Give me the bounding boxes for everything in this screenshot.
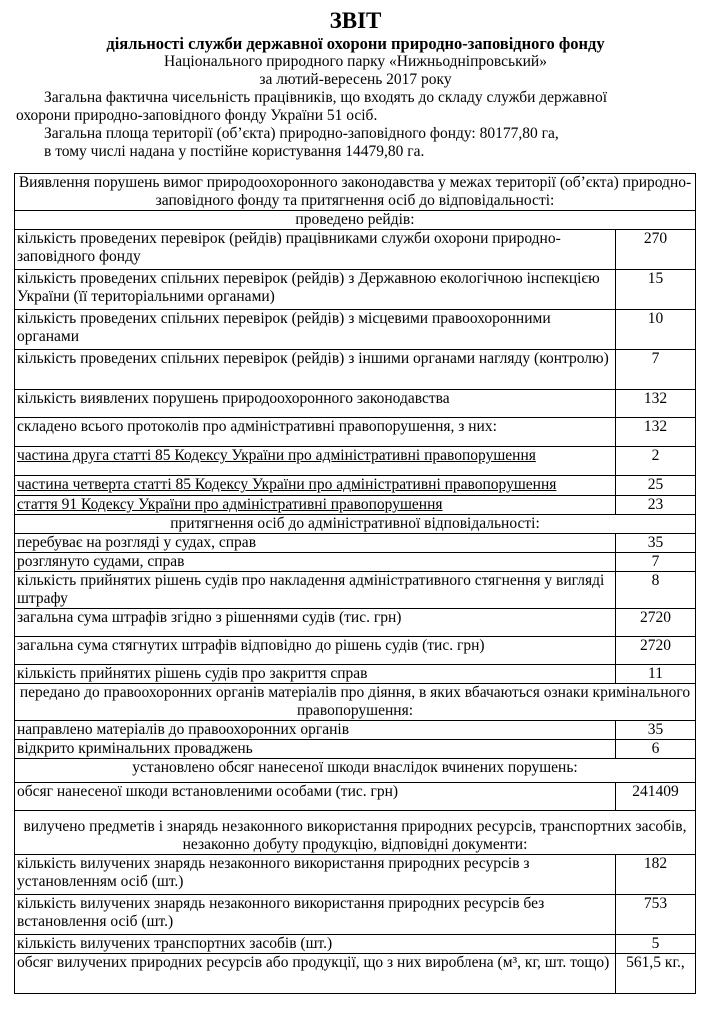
- table-row: [15, 418, 696, 447]
- row-value: 25: [615, 476, 695, 496]
- table-row: [15, 496, 696, 515]
- table-row: [15, 310, 696, 350]
- table-row: [15, 665, 696, 684]
- row-label: кількість проведених спільних перевірок (рейдів) з місцевими правоохоронними органами: [15, 310, 616, 350]
- row-value: 23: [615, 496, 695, 515]
- table-row: [15, 783, 696, 811]
- row-label: перебуває на розгляді у судах, справ: [15, 534, 616, 553]
- row-label: загальна сума штрафів згідно з рішеннями судів (тис. грн): [15, 609, 616, 637]
- row-value: 270: [615, 230, 695, 270]
- row-value: 2: [615, 447, 695, 476]
- report-table: [14, 173, 696, 994]
- row-value: 8: [615, 572, 695, 609]
- row-value: 182: [615, 855, 695, 895]
- row-value: 35: [615, 721, 695, 740]
- staff-count-paragraph: [0, 89, 711, 125]
- table-row: [15, 935, 696, 954]
- row-value: 11: [615, 665, 695, 684]
- table-row: [15, 230, 696, 270]
- area-line-1: Загальна площа території (об’єкта) природно-заповідного фонду: 80177,80 га,: [44, 125, 559, 142]
- row-value: 132: [615, 418, 695, 447]
- staff-line-2: охорони природно-заповідного фонду України 51 осіб.: [16, 107, 378, 124]
- row-label: кількість вилучених знарядь незаконного використання природних ресурсів з установленням осіб (шт.): [15, 855, 616, 895]
- section-header: [15, 515, 696, 534]
- row-value: 6: [615, 740, 695, 759]
- table-row: [15, 390, 696, 418]
- section-damage: установлено обсяг нанесеної шкоди внаслідок вчинених порушень:: [15, 759, 696, 783]
- report-period: за лютий-вересень 2017 року: [259, 71, 452, 88]
- section-criminal-materials: передано до правоохоронних органів матеріалів про діяння, в яких вбачаються ознаки кримінального правопорушення:: [15, 684, 696, 721]
- section-raids: проведено рейдів:: [15, 211, 696, 230]
- row-label: загальна сума стягнутих штрафів відповідно до рішень судів (тис. грн): [15, 637, 616, 665]
- row-label: кількість проведених перевірок (рейдів) працівниками служби охорони природно-заповідного фонду: [15, 230, 616, 270]
- row-value: 7: [615, 553, 695, 572]
- table-row: [15, 572, 696, 609]
- section-header: [15, 174, 696, 211]
- row-label: направлено матеріалів до правоохоронних органів: [15, 721, 616, 740]
- row-value: 561,5 кг.,: [615, 954, 695, 994]
- row-label: кількість виявлених порушень природоохоронного законодавства: [15, 390, 616, 418]
- row-label: стаття 91 Кодексу України про адміністративні правопорушення: [15, 496, 616, 515]
- table-row: [15, 553, 696, 572]
- table-row: [15, 534, 696, 553]
- table-row: [15, 637, 696, 665]
- table-row: [15, 954, 696, 994]
- table-row: [15, 350, 696, 390]
- section-header: [15, 211, 696, 230]
- section-admin-liability: притягнення осіб до адміністративної відповідальності:: [15, 515, 696, 534]
- row-value: 2720: [615, 637, 695, 665]
- row-value: 2720: [615, 609, 695, 637]
- row-value: 132: [615, 390, 695, 418]
- row-value: 5: [615, 935, 695, 954]
- area-paragraph: [0, 125, 711, 161]
- row-label: кількість прийнятих рішень судів про закриття справ: [15, 665, 616, 684]
- row-label: кількість проведених спільних перевірок (рейдів) з Державною екологічною інспекцією України (її територіальними органами): [15, 270, 616, 310]
- area-line-2: в тому числі надана у постійне користування 14479,80 га.: [44, 143, 425, 160]
- row-label: кількість вилучених знарядь незаконного використання природних ресурсів без встановлення осіб (шт.): [15, 895, 616, 935]
- row-value: 15: [615, 270, 695, 310]
- row-label: складено всього протоколів про адміністративні правопорушення, з них:: [15, 418, 616, 447]
- table-row: [15, 609, 696, 637]
- section-header: [15, 759, 696, 783]
- table-row: [15, 721, 696, 740]
- report-subtitle: діяльності служби державної охорони природно-заповідного фонду: [106, 34, 605, 53]
- organization-name: Національного природного парку «Нижньодніпровський»: [164, 53, 547, 70]
- table-row: [15, 447, 696, 476]
- section-header: [15, 684, 696, 721]
- section-header: [15, 811, 696, 855]
- staff-line-1: Загальна фактична чисельність працівників, що входять до складу служби державної: [44, 89, 608, 106]
- row-label: кількість вилучених транспортних засобів (шт.): [15, 935, 616, 954]
- row-label: частина друга статті 85 Кодексу України про адміністративні правопорушення: [15, 447, 616, 476]
- row-value: 753: [615, 895, 695, 935]
- section-violations: Виявлення порушень вимог природоохоронного законодавства у межах території (об’єкта) природно-заповідного фонду та притягнення осіб до відповідальності:: [15, 174, 696, 211]
- section-seized-items: вилучено предметів і знарядь незаконного використання природних ресурсів, транспортних засобів, незаконно добуту продукцію, відповідні документи:: [15, 811, 696, 855]
- row-label: розглянуто судами, справ: [15, 553, 616, 572]
- row-label: обсяг вилучених природних ресурсів або продукції, що з них вироблена (м³, кг, шт. тощо): [15, 954, 616, 994]
- row-label: частина четверта статті 85 Кодексу України про адміністративні правопорушення: [15, 476, 616, 496]
- table-row: [15, 895, 696, 935]
- row-value: 35: [615, 534, 695, 553]
- row-label: обсяг нанесеної шкоди встановленими особами (тис. грн): [15, 783, 616, 811]
- table-row: [15, 270, 696, 310]
- row-label: відкрито кримінальних проваджень: [15, 740, 616, 759]
- report-title: ЗВІТ: [329, 8, 382, 33]
- table-row: [15, 740, 696, 759]
- row-label: кількість прийнятих рішень судів про накладення адміністративного стягнення у вигляді штрафу: [15, 572, 616, 609]
- table-row: [15, 855, 696, 895]
- row-value: 7: [615, 350, 695, 390]
- row-label: кількість проведених спільних перевірок (рейдів) з іншими органами нагляду (контролю): [15, 350, 616, 390]
- table-row: [15, 476, 696, 496]
- row-value: 241409: [615, 783, 695, 811]
- row-value: 10: [615, 310, 695, 350]
